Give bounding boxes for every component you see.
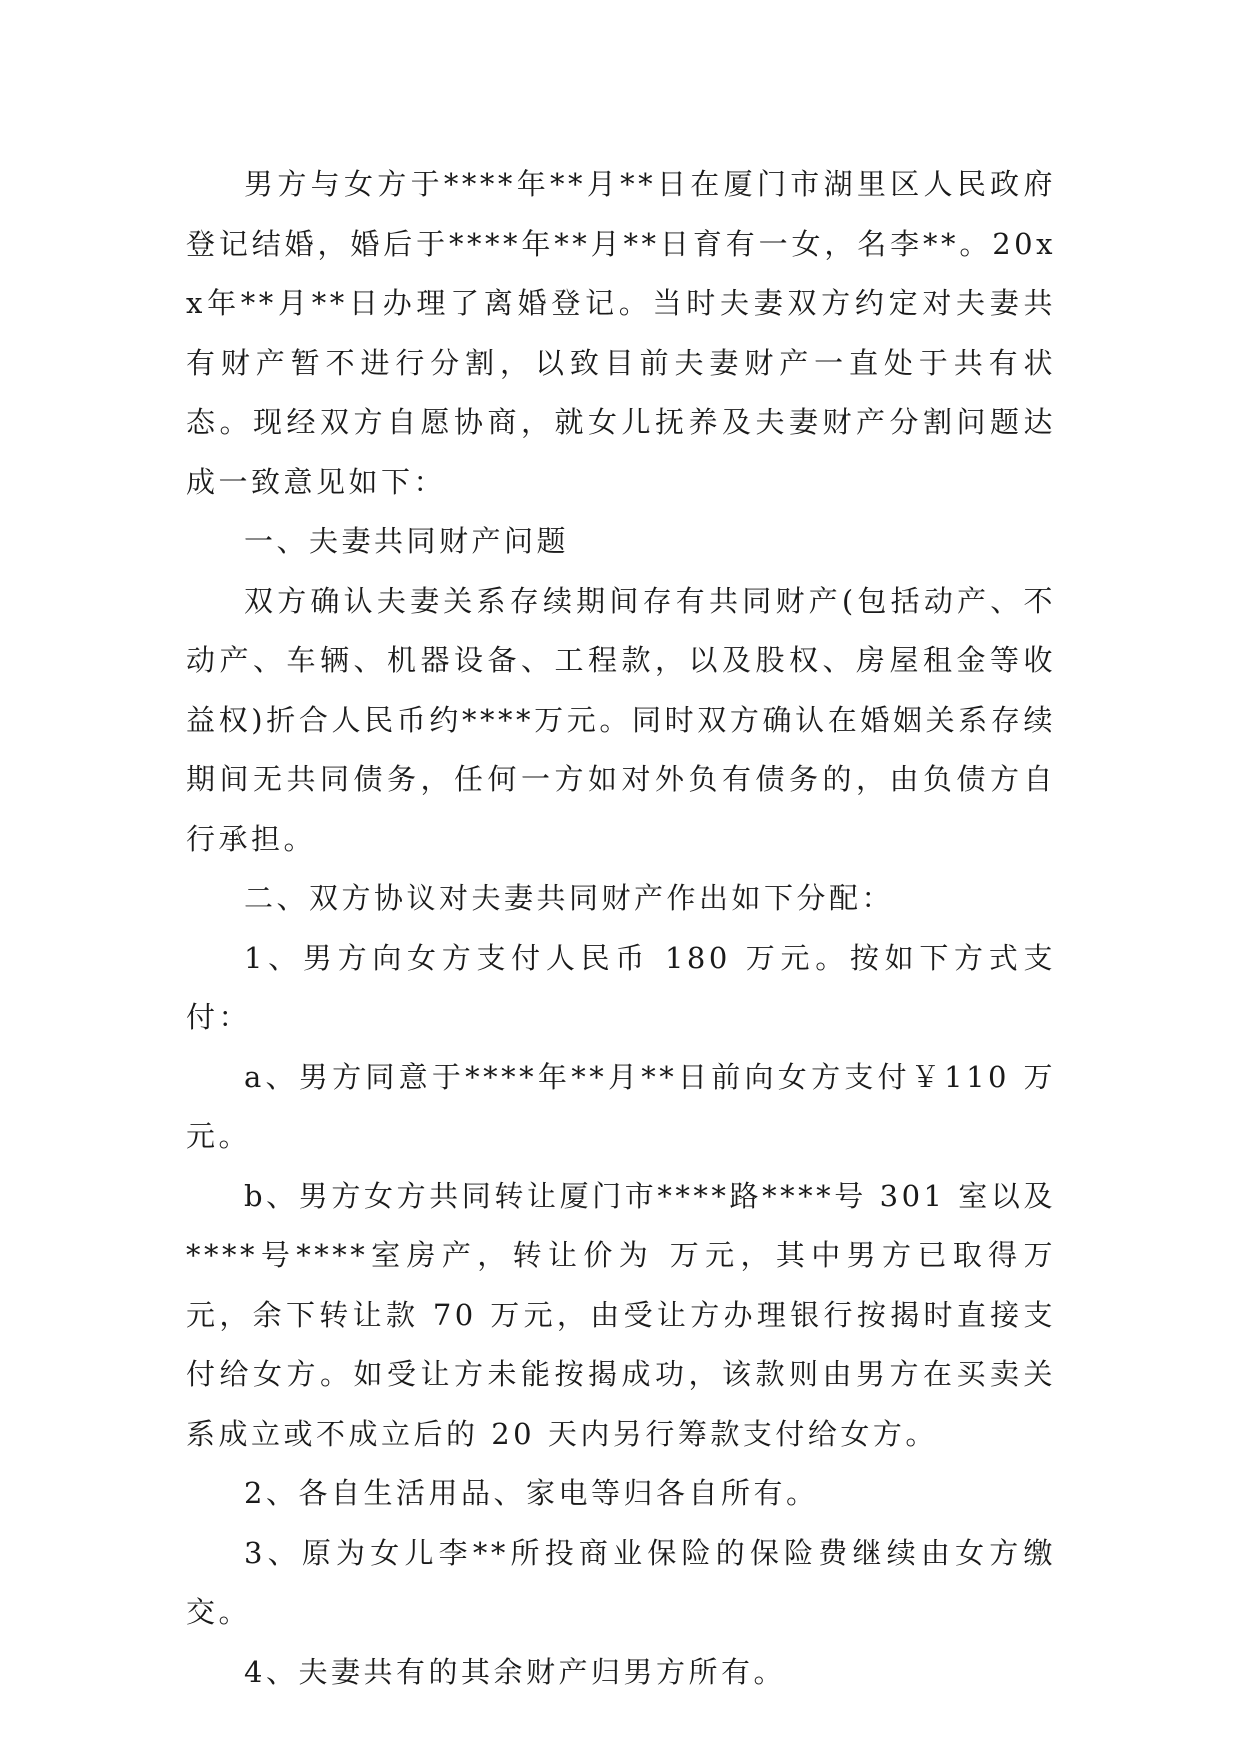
clause-1a-paragraph: a、男方同意于****年**月**日前向女方支付￥110 万元。: [186, 1059, 1056, 1153]
common-property-paragraph: 双方确认夫妻关系存续期间存有共同财产(包括动产、不动产、车辆、机器设备、工程款，以及股权、房屋租金等收益权)折合人民币约****万元。同时双方确认在婚姻关系存续期间无共同债务，任何一方如对外负有债务的，由负债方自行承担。: [186, 583, 1056, 856]
clause-4-paragraph: 4、夫妻共有的其余财产归男方所有。: [244, 1654, 786, 1689]
clause-1-paragraph: 1、男方向女方支付人民币 180 万元。按如下方式支付：: [186, 940, 1056, 1034]
section-heading-distribution: 二、双方协议对夫妻共同财产作出如下分配：: [244, 881, 895, 915]
document-body: [186, 155, 1056, 1702]
clause-3-paragraph: 3、原为女儿李**所投商业保险的保险费继续由女方缴交。: [186, 1535, 1056, 1629]
section-heading-common-property: 一、夫妻共同财产问题: [244, 524, 570, 558]
clause-2-paragraph: 2、各自生活用品、家电等归各自所有。: [244, 1476, 819, 1510]
clause-1b-paragraph: b、男方女方共同转让厦门市****路****号 301 室以及****号****室房产，转让价为 万元，其中男方已取得万元，余下转让款 70 万元，由受让方办理银行按揭时直接支付给女方。如受让方未能按揭成功，该款则由男方在买卖关系成立或不成立后的 20 天内另行筹款支付给女方。: [186, 1178, 1056, 1451]
intro-paragraph: 男方与女方于****年**月**日在厦门市湖里区人民政府登记结婚，婚后于****年**月**日育有一女，名李**。20xx年**月**日办理了离婚登记。当时夫妻双方约定对夫妻共有财产暂不进行分割，以致目前夫妻财产一直处于共有状态。现经双方自愿协商，就女儿抚养及夫妻财产分割问题达成一致意见如下：: [186, 167, 1056, 499]
